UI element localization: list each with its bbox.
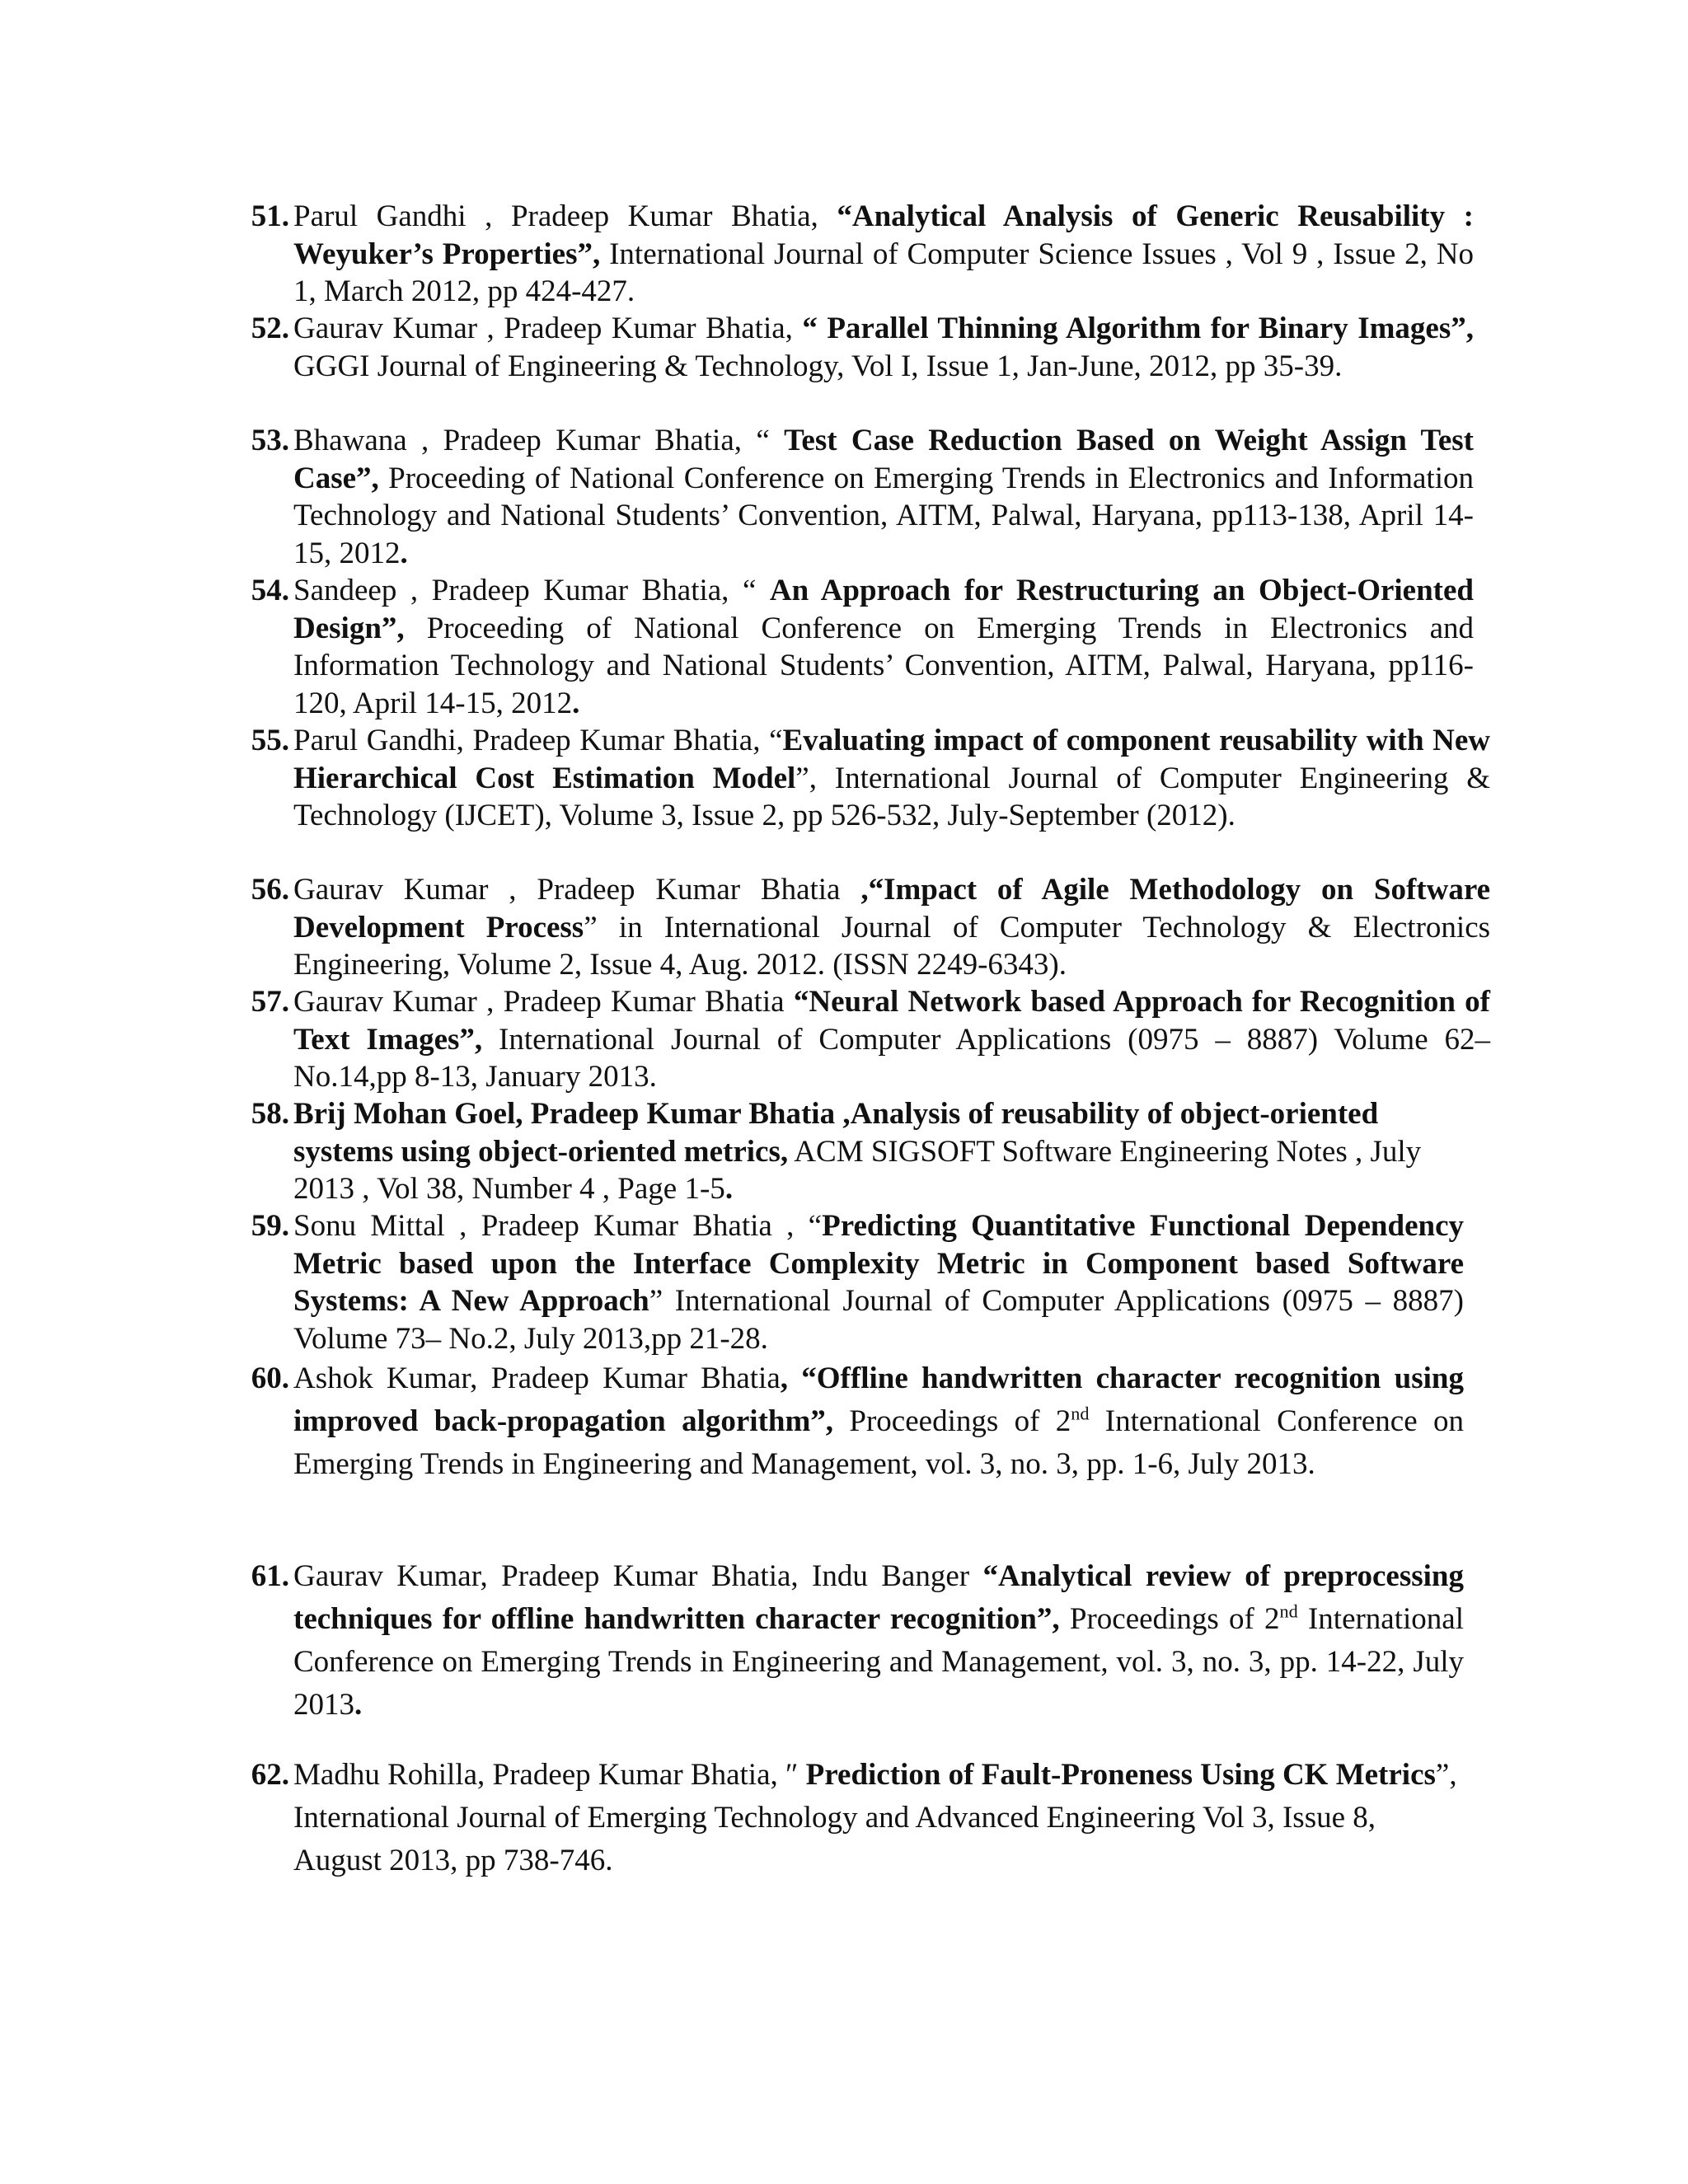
reference-number: 62. [251,1758,289,1792]
reference-title: ,Analysis of reusability of object-oriented systems using object-oriented metrics, [293,1097,1379,1169]
reference-text [293,310,1474,385]
reference-text [293,871,1490,984]
reference-title: ,“Impact of Agile Methodology on Software Development Process [293,873,1490,944]
reference-text [293,198,1474,311]
reference-authors: Madhu Rohilla, Pradeep Kumar Bhatia, ″ [293,1758,806,1792]
reference-text: Ashok Kumar, Pradeep Kumar Bhatia, “Offline handwritten character recognition using improved back-propagation algorithm”, Proceedings of 2nd International Conference on Emerging Trends in Engineering and Management, vol. 3, no. 3, pp. 1-6, July 2013. [293,1361,1464,1481]
reference-number: 57. [251,985,289,1019]
reference-number: 58. [251,1097,289,1131]
reference-details: Proceedings of 2 [1059,1602,1280,1636]
reference-number: 54. [251,574,289,607]
reference-text [293,1207,1464,1357]
reference-authors: Ashok Kumar, Pradeep Kumar Bhatia [293,1361,781,1395]
reference-authors: Parul Gandhi , Pradeep Kumar Bhatia, [293,199,837,233]
reference-title: “Analytical Analysis of Generic Reusability : Weyuker’s Properties”, [293,199,1474,271]
reference-authors: Sonu Mittal , Pradeep Kumar Bhatia , “ [293,1209,823,1243]
reference-title: Test Case Reduction Based on Weight Assign Test Case”, [293,424,1474,495]
reference-details: ACM SIGSOFT Software Engineering Notes , July 2013 , Vol 38, Number 4 , Page 1-5 [293,1134,1422,1206]
reference-authors: Gaurav Kumar , Pradeep Kumar Bhatia [293,985,794,1019]
reference-title: Prediction of Fault-Proneness Using CK Metrics [805,1758,1436,1792]
reference-title: “Analytical review of preprocessing techniques for offline handwritten character recognition”, [293,1559,1464,1636]
reference-number: 53. [251,424,289,457]
reference-title: Predicting Quantitative Functional Dependency Metric based upon the Interface Complexity Metric in Component based Software Systems: A New Approach [293,1209,1464,1318]
reference-details: GGGI Journal of Engineering & Technology, Vol I, Issue 1, Jan-June, 2012, pp 35-39. [293,349,1343,383]
reference-title: “Neural Network based Approach for Recognition of Text Images”, [293,985,1491,1057]
reference-number: 59. [251,1209,289,1243]
reference-authors: Gaurav Kumar , Pradeep Kumar Bhatia, [293,312,803,345]
reference-text: Sandeep , Pradeep Kumar Bhatia, “ An Approach for Restructuring an Object-Oriented Design”, Proceeding of National Conference on Emerging Trends in Electronics and Information Technology and National Students’ Convention, AITM, Palwal, Haryana, pp116-120, April 14-15, 2012. [293,574,1474,720]
reference-authors: Gaurav Kumar, Pradeep Kumar Bhatia, Indu Banger [293,1559,983,1593]
reference-authors: Gaurav Kumar , Pradeep Kumar Bhatia [293,873,861,907]
reference-text [293,722,1490,835]
reference-title: Evaluating impact of component reusability with New Hierarchical Cost Estimation Model [293,724,1490,795]
reference-details: International Journal of Computer Science Issues , Vol 9 , Issue 2, No 1, March 2012, pp 424-427. [293,237,1474,308]
reference-text: Bhawana , Pradeep Kumar Bhatia, “ Test Case Reduction Based on Weight Assign Test Case”, Proceeding of National Conference on Emerging Trends in Electronics and Information Technology and National Students’ Convention, AITM, Palwal, Haryana, pp113-138, April 14-15, 2012. [293,424,1474,570]
reference-number: 51. [251,199,289,233]
reference-text: Gaurav Kumar, Pradeep Kumar Bhatia, Indu Banger “Analytical review of preprocessing techniques for offline handwritten character recognition”, Proceedings of 2nd International Conference on Emerging Trends in Engineering and Management, vol. 3, no. 3, pp. 14-22, July 2013. [293,1559,1464,1722]
reference-authors: Brij Mohan Goel, Pradeep Kumar Bhatia [293,1097,836,1131]
reference-title: An Approach for Restructuring an Object-Oriented Design”, [293,574,1474,645]
reference-details: ” International Journal of Computer Applications (0975 – 8887) Volume 73– No.2, July 2013,pp 21-28. [293,1284,1464,1356]
reference-number: 52. [251,312,289,345]
reference-authors: Bhawana , Pradeep Kumar Bhatia, “ [293,424,785,457]
reference-authors: Sandeep , Pradeep Kumar Bhatia, “ [293,574,770,607]
reference-title: “ Parallel Thinning Algorithm for Binary Images”, [802,312,1474,345]
reference-details: International Journal of Computer Applications (0975 – 8887) Volume 62– No.14,pp 8-13, January 2013. [293,1022,1490,1094]
reference-title: , “Offline handwritten character recognition using improved back-propagation algorithm”, [293,1361,1464,1438]
reference-text [293,1754,1464,1882]
reference-number: 56. [251,873,289,907]
reference-details: ”, International Journal of Computer Engineering & Technology (IJCET), Volume 3, Issue 2, pp 526-532, July-September (2012). [293,761,1490,832]
reference-number: 61. [251,1559,289,1593]
reference-details: ” in International Journal of Computer Technology & Electronics Engineering, Volume 2, Issue 4, Aug. 2012. (ISSN 2249-6343). [293,910,1491,982]
reference-text: Brij Mohan Goel, Pradeep Kumar Bhatia ,Analysis of reusability of object-oriented systems using object-oriented metrics, ACM SIGSOFT Software Engineering Notes , July 2013 , Vol 38, Number 4 , Page 1-5. [293,1097,1422,1206]
reference-number: 55. [251,724,289,757]
reference-details: ”, International Journal of Emerging Technology and Advanced Engineering Vol 3, Issue 8, August 2013, pp 738-746. [293,1758,1457,1877]
reference-authors: Parul Gandhi, Pradeep Kumar Bhatia, “ [293,724,783,757]
reference-details: Proceeding of National Conference on Emerging Trends in Electronics and Information Technology and National Students’ Convention, AITM, Palwal, Haryana, pp116-120, April 14-15, 2012 [293,611,1474,720]
reference-details: Proceeding of National Conference on Emerging Trends in Electronics and Information Technology and National Students’ Convention, AITM, Palwal, Haryana, pp113-138, April 14-15, 2012 [293,461,1474,570]
reference-text [293,983,1490,1096]
reference-details: Proceedings of 2 [833,1404,1071,1438]
reference-number: 60. [251,1361,289,1395]
